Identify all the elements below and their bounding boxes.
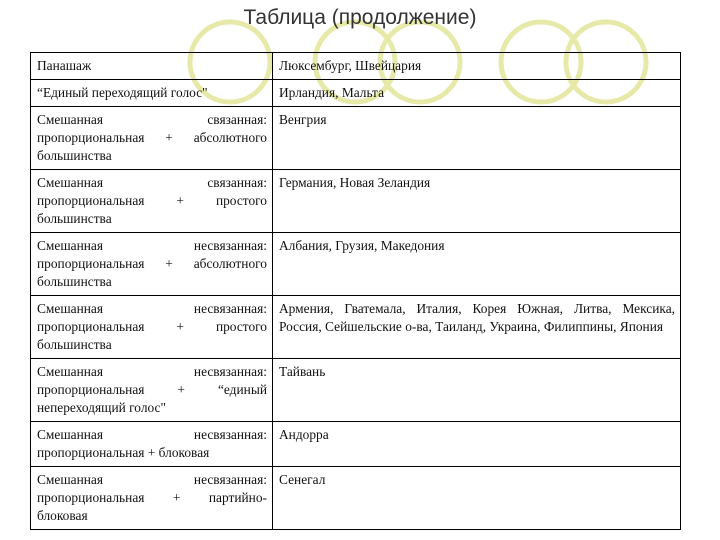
page-title: Таблица (продолжение) <box>243 6 477 29</box>
system-cell: Смешанная связанная: пропорциональная + простого большинства <box>31 170 273 233</box>
table-row <box>31 359 681 422</box>
countries-cell: Тайвань <box>273 359 681 422</box>
table-row <box>31 170 681 233</box>
table-row <box>31 80 681 107</box>
countries-cell: Андорра <box>273 422 681 467</box>
table-row <box>31 53 681 80</box>
countries-cell: Албания, Грузия, Македония <box>273 233 681 296</box>
system-cell: Смешанная несвязанная: пропорциональная + партийно-блоковая <box>31 467 273 530</box>
table-row <box>31 233 681 296</box>
table-row <box>31 107 681 170</box>
system-cell: Смешанная связанная: пропорциональная + абсолютного большинства <box>31 107 273 170</box>
countries-cell: Германия, Новая Зеландия <box>273 170 681 233</box>
electoral-systems-table <box>30 52 681 530</box>
countries-cell: Люксембург, Швейцария <box>273 53 681 80</box>
countries-cell: Венгрия <box>273 107 681 170</box>
system-cell: Смешанная несвязанная: пропорциональная + блоковая <box>31 422 273 467</box>
countries-cell: Ирландия, Мальта <box>273 80 681 107</box>
countries-cell: Армения, Гватемала, Италия, Корея Южная, Литва, Мексика, Россия, Сейшельские о-ва, Таиланд, Украина, Филиппины, Япония <box>273 296 681 359</box>
table-row <box>31 467 681 530</box>
table-row <box>31 422 681 467</box>
system-cell: Смешанная несвязанная: пропорциональная + простого большинства <box>31 296 273 359</box>
system-cell: Панашаж <box>31 53 273 80</box>
system-cell: “Единый переходящий голос" <box>31 80 273 107</box>
countries-cell: Сенегал <box>273 467 681 530</box>
table-row <box>31 296 681 359</box>
system-cell: Смешанная несвязанная: пропорциональная + “единый непереходящий голос" <box>31 359 273 422</box>
system-cell: Смешанная несвязанная: пропорциональная + абсолютного большинства <box>31 233 273 296</box>
